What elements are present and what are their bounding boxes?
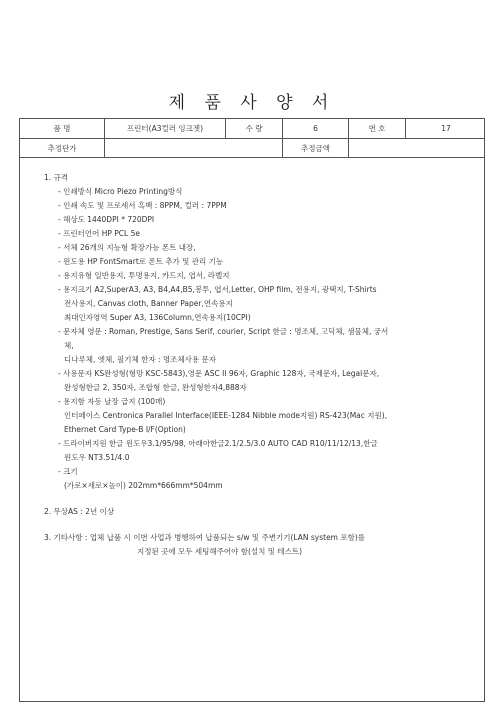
section-3-notes-continuation: 지정된 곳에 모두 세팅해주어야 함(설치 및 테스트): [137, 547, 303, 556]
header-row-1: [20, 119, 484, 139]
section-3-notes: 3. 기타사항 : 업체 납품 시 이번 사업과 병행하여 납품되는 s/w 및 주변기기(LAN system 포함)를: [44, 533, 366, 542]
section-1-heading: 1. 규격: [44, 173, 69, 182]
number-label: 번 호: [349, 119, 406, 138]
spec-item: - 용지유형 일반용지, 투명용지, 카드지, 엽서, 라벨지: [58, 271, 230, 280]
spec-item: - 인쇄방식 Micro Piezo Printing방식: [58, 187, 183, 196]
spec-item-continuation: 윈도우 NT3.51/4.0: [64, 453, 130, 462]
quantity-value: 6: [283, 119, 349, 138]
spec-item-continuation: 완성형한글 2, 350자, 조합형 한글, 완성형한자4,888자: [64, 383, 247, 392]
spec-item: - 문자체 영문 : Roman, Prestige, Sans Serif, courier, Script 한글 : 명조체, 고딕체, 샘물체, 궁서: [58, 327, 389, 336]
spec-item: - 용지크기 A2,SuperA3, A3, B4,A4,B5,봉투, 엽서,Letter, OHP film, 전용지, 광택지, T-Shirts: [58, 285, 377, 294]
spec-item: - 드라이버지원 한글 윈도우3.1/95/98, 아래아한글2.1/2.5/3.0 AUTO CAD R10/11/12/13,한글: [58, 439, 378, 448]
spec-item-continuation: Ethernet Card Type-B I/F(Option): [64, 425, 186, 434]
spec-item: - 크기: [58, 467, 78, 476]
spec-item: - 인쇄 속도 및 프로세서 흑백 : 8PPM, 컬러 : 7PPM: [58, 201, 227, 210]
spec-item-continuation: 인터페이스 Centronica Parallel Interface(IEEE-1284 Nibble mode지원) RS-423(Mac 지원),: [64, 411, 388, 420]
estimated-unit-price-value: [105, 139, 283, 157]
estimated-unit-price-label: 추정단가: [20, 139, 105, 157]
product-name-value: 프린터(A3컬러 잉크젯): [105, 119, 226, 138]
spec-item: - 윈도용 HP FontSmart로 폰트 추가 및 관리 기능: [58, 257, 224, 266]
header-row-2: [20, 139, 484, 158]
estimated-amount-label: 추정금액: [283, 139, 349, 157]
spec-item-continuation: 체,: [64, 341, 74, 350]
number-value: 17: [441, 124, 451, 133]
spec-item: - 사용문자 KS완성형(형망 KSC-5843),영문 ASC II 96자, Graphic 128자, 국제문자, Legal문자,: [58, 369, 380, 378]
spec-item: - 해상도 1440DPI * 720DPI: [58, 215, 155, 224]
spec-item: - 용지함 자동 날장 급지 (100매): [58, 397, 166, 406]
spec-item: - 서체 26개의 지능형 확장가능 폰트 내장,: [58, 243, 196, 252]
quantity-label: 수 량: [226, 119, 283, 138]
spec-table: [19, 118, 485, 702]
estimated-amount-value: [349, 139, 486, 157]
document-title: 제 품 사 양 서: [168, 93, 336, 113]
spec-item-continuation: (가로×세로×높이) 202mm*666mm*504mm: [64, 481, 223, 490]
spec-item: - 프린터언어 HP PCL 5e: [58, 229, 140, 238]
section-2-warranty: 2. 무상AS : 2년 이상: [44, 507, 115, 516]
spec-item-continuation: 디나루체, 엣체, 필기체 한자 : 명조체사용 문자: [64, 355, 217, 364]
spec-item-continuation: 최대인자영역 Super A3, 136Column,연속용지(10CPI): [64, 313, 251, 322]
product-name-label: 품 명: [20, 119, 105, 138]
spec-item-continuation: 전사용지, Canvas cloth, Banner Paper,연속용지: [64, 299, 233, 308]
